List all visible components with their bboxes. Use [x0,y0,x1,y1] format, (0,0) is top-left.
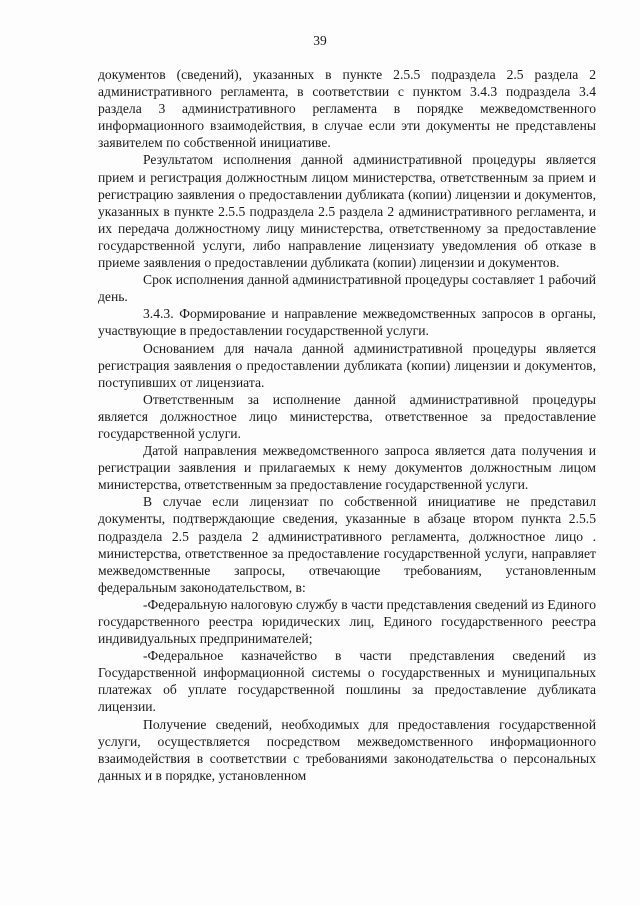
document-body [98,66,596,784]
list-item: -Федеральное казначейство в части представления сведений из Государственной информационной системы о государственных и муниципальных платежах об уплате государственной пошлины за предоставление дубликата лицензии. [98,648,596,715]
section-heading-3-4-3: 3.4.3. Формирование и направление межведомственных запросов в органы, участвующие в предоставлении государственной услуги. [98,306,596,339]
paragraph: Ответственным за исполнение данной административной процедуры является должностное лицо министерства, ответственное за предоставление государственной услуги. [98,391,596,441]
paragraph: Срок исполнения данной административной процедуры составляет 1 рабочий день. [98,272,596,305]
paragraph: документов (сведений), указанных в пункте 2.5.5 подраздела 2.5 раздела 2 административного регламента, в соответствии с пунктом 3.4.3 подраздела 3.4 раздела 3 административного регламента в порядке межведомственного информационного взаимодействия, в случае если эти документы не представлены заявителем по собственной инициативе. [98,67,596,151]
paragraph: Основанием для начала данной административной процедуры является регистрация заявления о предоставлении дубликата (копии) лицензии и документов, поступивших от лицензиата. [98,340,596,390]
paragraph: Результатом исполнения данной административной процедуры является прием и регистрация должностным лицом министерства, ответственным за прием и регистрацию заявления о предоставлении дубликата (копии) лицензии и документов, указанных в пункте 2.5.5 подраздела 2.5 раздела 2 административного регламента, и их передача должностному лицу министерства, ответственному за предоставление государственной услуги, либо направление лицензиату уведомления об отказе в приеме заявления о предоставлении дубликата (копии) лицензии и документов. [98,152,596,271]
paragraph: Получение сведений, необходимых для предоставления государственной услуги, осуществляется посредством межведомственного информационного взаимодействия в соответствии с требованиями законодательства о персональных данных и в порядке, установленном [98,716,596,783]
paragraph: Датой направления межведомственного запроса является дата получения и регистрации заявления и прилагаемых к нему документов должностным лицом министерства, ответственным за предоставление государственной услуги. [98,443,596,493]
paragraph: В случае если лицензиат по собственной инициативе не представил документы, подтверждающие сведения, указанные в абзаце втором пункта 2.5.5 подраздела 2.5 раздела 2 административного регламента, должностное лицо . министерства, ответственное за предоставление государственной услуги, направляет межведомственные запросы, отвечающие требованиям, установленным федеральным законодательством, в: [98,494,596,595]
list-item: -Федеральную налоговую службу в части представления сведений из Единого государственного реестра юридических лиц, Единого государственного реестра индивидуальных предпринимателей; [98,596,596,647]
page-number: 39 [313,33,327,48]
